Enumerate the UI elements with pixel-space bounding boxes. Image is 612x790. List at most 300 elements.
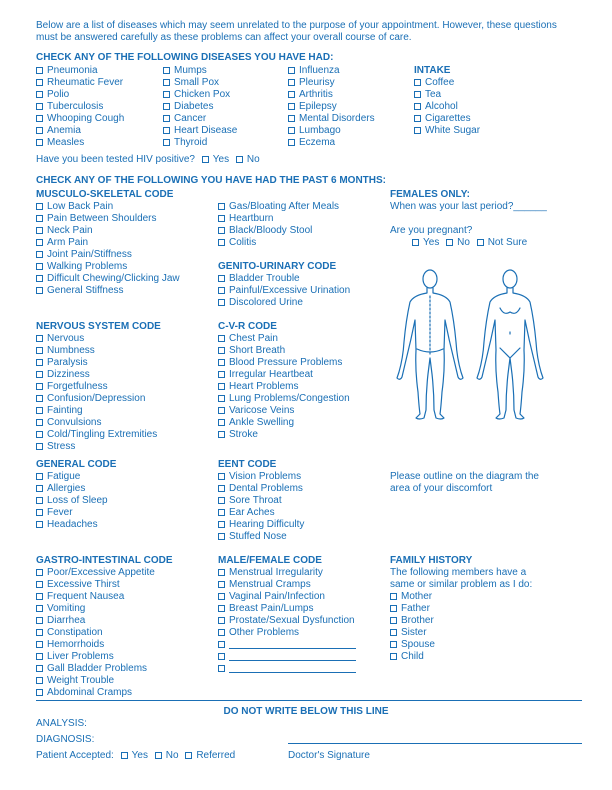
- checkbox[interactable]: [218, 569, 225, 576]
- checkbox-item[interactable]: [36, 249, 180, 261]
- checkbox[interactable]: [218, 395, 225, 402]
- checkbox[interactable]: [414, 115, 421, 122]
- checkbox[interactable]: [36, 275, 43, 282]
- checkbox-item[interactable]: [218, 615, 355, 627]
- genito-list: [218, 273, 350, 309]
- checkbox-item[interactable]: [36, 429, 157, 441]
- checkbox-label: Frequent Nausea: [47, 591, 125, 602]
- hiv-no-label: No: [246, 154, 260, 165]
- checkbox-label: Abdominal Cramps: [47, 687, 133, 698]
- pregnant-options: [408, 237, 527, 249]
- checkbox[interactable]: [36, 485, 43, 492]
- checkbox-label: Vaginal Pain/Infection: [229, 591, 325, 602]
- checkbox[interactable]: [218, 227, 225, 234]
- checkbox[interactable]: [36, 677, 43, 684]
- checkbox[interactable]: [163, 103, 170, 110]
- checkbox[interactable]: [218, 605, 225, 612]
- checkbox-item[interactable]: [36, 285, 180, 297]
- checkbox-label: Irregular Heartbeat: [229, 369, 313, 380]
- checkbox[interactable]: [218, 473, 225, 480]
- past-6-months-heading: CHECK ANY OF THE FOLLOWING YOU HAVE HAD THE PAST 6 MONTHS:: [36, 175, 387, 186]
- intro-paragraph: Below are a list of diseases which may seem unrelated to the purpose of your appointment. However, these questions must be answered carefully as these problems can affect your overall course of care.: [36, 20, 557, 43]
- checkbox[interactable]: [36, 569, 43, 576]
- checkbox-label: Prostate/Sexual Dysfunction: [229, 615, 355, 626]
- checkbox-label: Epilepsy: [299, 101, 337, 112]
- checkbox-label: Dental Problems: [229, 483, 303, 494]
- pregnant-no-checkbox[interactable]: [446, 239, 453, 246]
- accepted-no-label: No: [165, 750, 179, 761]
- checkbox-label: Low Back Pain: [47, 201, 114, 212]
- diagram-instruction: Please outline on the diagram the area of your discomfort: [390, 471, 539, 494]
- other-problem-blank[interactable]: [229, 663, 356, 673]
- checkbox-label: Gall Bladder Problems: [47, 663, 148, 674]
- checkbox-item[interactable]: [218, 273, 350, 285]
- checkbox-item[interactable]: [218, 579, 355, 591]
- accepted-referred-label: Referred: [196, 750, 236, 761]
- checkbox-item[interactable]: [218, 225, 339, 237]
- checkbox-item[interactable]: [218, 297, 350, 309]
- checkbox-label: Cancer: [174, 113, 207, 124]
- hiv-yes-label: Yes: [212, 154, 230, 165]
- checkbox-item[interactable]: [36, 65, 124, 77]
- checkbox[interactable]: [36, 617, 43, 624]
- hiv-question: Have you been tested HIV positive?: [36, 154, 195, 165]
- checkbox[interactable]: [36, 509, 43, 516]
- family-description: The following members have a same or similar problem as I do:: [390, 567, 533, 590]
- checkbox-item[interactable]: [36, 101, 124, 113]
- checkbox-item[interactable]: [218, 603, 355, 615]
- checkbox[interactable]: [36, 347, 43, 354]
- checkbox[interactable]: [288, 115, 295, 122]
- checkbox-label: Sore Throat: [229, 495, 282, 506]
- checkbox-item[interactable]: [36, 89, 124, 101]
- checkbox-label: Menstrual Irregularity: [229, 567, 323, 578]
- checkbox[interactable]: [36, 443, 43, 450]
- checkbox-label: Diarrhea: [47, 615, 86, 626]
- checkbox[interactable]: [218, 533, 225, 540]
- checkbox[interactable]: [36, 521, 43, 528]
- checkbox[interactable]: [218, 275, 225, 282]
- checkbox-label: Pneumonia: [47, 65, 98, 76]
- checkbox-label: General Stiffness: [47, 285, 124, 296]
- checkbox[interactable]: [288, 91, 295, 98]
- accepted-no-checkbox[interactable]: [155, 752, 162, 759]
- checkbox[interactable]: [218, 359, 225, 366]
- checkbox-item[interactable]: [36, 567, 155, 579]
- checkbox[interactable]: [218, 521, 225, 528]
- checkbox-item[interactable]: [36, 663, 155, 675]
- checkbox-item[interactable]: [288, 89, 375, 101]
- checkbox-item[interactable]: [36, 627, 155, 639]
- checkbox-item[interactable]: [218, 483, 304, 495]
- checkbox-item[interactable]: [36, 125, 124, 137]
- checkbox[interactable]: [390, 617, 397, 624]
- checkbox[interactable]: [36, 67, 43, 74]
- checkbox-item[interactable]: [36, 615, 155, 627]
- checkbox[interactable]: [218, 287, 225, 294]
- checkbox-label: Convulsions: [47, 417, 102, 428]
- checkbox-item[interactable]: [288, 65, 375, 77]
- checkbox-item[interactable]: [218, 369, 350, 381]
- checkbox-item[interactable]: [288, 113, 375, 125]
- checkbox-label: Stroke: [229, 429, 258, 440]
- other-problem-checkbox[interactable]: [218, 665, 225, 672]
- checkbox-item[interactable]: [36, 213, 180, 225]
- checkbox[interactable]: [36, 239, 43, 246]
- checkbox[interactable]: [36, 593, 43, 600]
- checkbox-label: Allergies: [47, 483, 86, 494]
- checkbox-item[interactable]: [36, 381, 157, 393]
- checkbox[interactable]: [218, 419, 225, 426]
- checkbox-item[interactable]: [390, 615, 435, 627]
- do-not-write-label: DO NOT WRITE BELOW THIS LINE: [223, 706, 389, 717]
- checkbox-label: Father: [401, 603, 430, 614]
- checkbox[interactable]: [36, 91, 43, 98]
- checkbox-item[interactable]: [390, 651, 435, 663]
- checkbox[interactable]: [36, 335, 43, 342]
- other-problem-blank[interactable]: [229, 639, 356, 649]
- checkbox[interactable]: [36, 359, 43, 366]
- checkbox[interactable]: [36, 407, 43, 414]
- checkbox-item[interactable]: [288, 77, 375, 89]
- eent-title: EENT CODE: [218, 459, 277, 470]
- last-period-question[interactable]: When was your last period?______: [390, 201, 547, 212]
- patient-accepted-label: Patient Accepted:: [36, 750, 114, 761]
- checkbox[interactable]: [163, 79, 170, 86]
- checkbox-label: Other Problems: [229, 627, 300, 638]
- diseases-col-1: [36, 65, 124, 149]
- checkbox-label: Chicken Pox: [174, 89, 231, 100]
- checkbox-item[interactable]: [218, 567, 355, 579]
- checkbox[interactable]: [414, 103, 421, 110]
- checkbox-item[interactable]: [36, 137, 124, 149]
- gastro-title: GASTRO-INTESTINAL CODE: [36, 555, 173, 566]
- checkbox-item[interactable]: [218, 357, 350, 369]
- checkbox[interactable]: [218, 347, 225, 354]
- checkbox[interactable]: [288, 139, 295, 146]
- checkbox-item[interactable]: [36, 225, 180, 237]
- checkbox-item[interactable]: [36, 405, 157, 417]
- checkbox-label: Painful/Excessive Urination: [229, 285, 351, 296]
- checkbox-label: Heartburn: [229, 213, 274, 224]
- checkbox-item[interactable]: [414, 77, 480, 89]
- checkbox[interactable]: [36, 371, 43, 378]
- checkbox-label: Cigarettes: [425, 113, 471, 124]
- checkbox[interactable]: [390, 593, 397, 600]
- checkbox[interactable]: [36, 263, 43, 270]
- checkbox[interactable]: [36, 641, 43, 648]
- checkbox-item[interactable]: [218, 405, 350, 417]
- checkbox[interactable]: [36, 215, 43, 222]
- checkbox-item[interactable]: [390, 591, 435, 603]
- checkbox-item[interactable]: [218, 471, 304, 483]
- checkbox-item[interactable]: [163, 77, 237, 89]
- checkbox-item[interactable]: [218, 213, 339, 225]
- checkbox-label: Excessive Thirst: [47, 579, 120, 590]
- checkbox-item[interactable]: [36, 483, 108, 495]
- checkbox-item[interactable]: [414, 89, 480, 101]
- checkbox[interactable]: [390, 653, 397, 660]
- checkbox-item[interactable]: [36, 201, 180, 213]
- checkbox-item[interactable]: [163, 125, 237, 137]
- checkbox-label: Nervous: [47, 333, 85, 344]
- checkbox-label: Discolored Urine: [229, 297, 303, 308]
- checkbox-item[interactable]: [36, 393, 157, 405]
- checkbox[interactable]: [36, 665, 43, 672]
- checkbox[interactable]: [218, 485, 225, 492]
- checkbox-item[interactable]: [218, 519, 304, 531]
- checkbox[interactable]: [414, 127, 421, 134]
- checkbox-item[interactable]: [36, 591, 155, 603]
- checkbox-item[interactable]: [414, 101, 480, 113]
- checkbox-label: Constipation: [47, 627, 103, 638]
- checkbox-label: Varicose Veins: [229, 405, 295, 416]
- checkbox[interactable]: [36, 227, 43, 234]
- accepted-yes-checkbox[interactable]: [121, 752, 128, 759]
- checkbox-item[interactable]: [414, 113, 480, 125]
- checkbox-label: Brother: [401, 615, 434, 626]
- checkbox-item[interactable]: [36, 261, 180, 273]
- checkbox-label: Heart Problems: [229, 381, 299, 392]
- checkbox[interactable]: [288, 103, 295, 110]
- checkbox[interactable]: [218, 593, 225, 600]
- checkbox-item[interactable]: [390, 603, 435, 615]
- checkbox[interactable]: [36, 395, 43, 402]
- accepted-yes-label: Yes: [131, 750, 148, 761]
- checkbox-label: Menstrual Cramps: [229, 579, 311, 590]
- checkbox-label: Paralysis: [47, 357, 88, 368]
- checkbox-item[interactable]: [163, 65, 237, 77]
- checkbox-label: White Sugar: [425, 125, 481, 136]
- checkbox[interactable]: [288, 67, 295, 74]
- hiv-question-row: [36, 154, 260, 166]
- checkbox[interactable]: [163, 139, 170, 146]
- checkbox-item[interactable]: [36, 273, 180, 285]
- checkbox-label: Forgetfulness: [47, 381, 108, 392]
- checkbox-item[interactable]: [36, 357, 157, 369]
- checkbox[interactable]: [36, 605, 43, 612]
- cvr-list: [218, 333, 350, 441]
- checkbox[interactable]: [218, 371, 225, 378]
- checkbox-label: Eczema: [299, 137, 336, 148]
- checkbox-item[interactable]: [163, 113, 237, 125]
- checkbox[interactable]: [218, 581, 225, 588]
- other-problem-blank[interactable]: [229, 651, 356, 661]
- patient-accepted-row: [36, 750, 235, 762]
- general-list: [36, 471, 108, 531]
- intake-title: INTAKE: [414, 65, 451, 76]
- checkbox-label: Sister: [401, 627, 427, 638]
- checkbox-label: Coffee: [425, 77, 455, 88]
- pregnant-yes-checkbox[interactable]: [412, 239, 419, 246]
- checkbox-label: Gas/Bloating After Meals: [229, 201, 340, 212]
- checkbox-item[interactable]: [218, 345, 350, 357]
- checkbox[interactable]: [218, 629, 225, 636]
- checkbox-item[interactable]: [36, 519, 108, 531]
- checkbox-label: Tuberculosis: [47, 101, 104, 112]
- checkbox[interactable]: [218, 203, 225, 210]
- checkbox-item[interactable]: [390, 639, 435, 651]
- pregnant-question: Are you pregnant?: [390, 225, 473, 236]
- checkbox-item[interactable]: [36, 651, 155, 663]
- checkbox[interactable]: [36, 287, 43, 294]
- checkbox-item[interactable]: [36, 237, 180, 249]
- checkbox[interactable]: [163, 127, 170, 134]
- body-diagram[interactable]: [392, 262, 562, 422]
- checkbox[interactable]: [36, 473, 43, 480]
- checkbox-item[interactable]: [288, 137, 375, 149]
- checkbox[interactable]: [36, 383, 43, 390]
- checkbox-item[interactable]: [218, 381, 350, 393]
- checkbox-item[interactable]: [218, 393, 350, 405]
- checkbox-label: Tea: [425, 89, 442, 100]
- checkbox-label: Ear Aches: [229, 507, 275, 518]
- checkbox-item[interactable]: [36, 507, 108, 519]
- checkbox-item[interactable]: [218, 417, 350, 429]
- nervous-title: NERVOUS SYSTEM CODE: [36, 321, 161, 332]
- checkbox[interactable]: [218, 383, 225, 390]
- checkbox-item[interactable]: [163, 101, 237, 113]
- checkbox-label: Loss of Sleep: [47, 495, 108, 506]
- checkbox-label: Dizziness: [47, 369, 90, 380]
- checkbox-label: Stuffed Nose: [229, 531, 287, 542]
- malefemale-title: MALE/FEMALE CODE: [218, 555, 322, 566]
- checkbox-item[interactable]: [36, 639, 155, 651]
- signature-line[interactable]: [288, 743, 582, 744]
- other-problem-checkbox[interactable]: [218, 641, 225, 648]
- checkbox[interactable]: [218, 617, 225, 624]
- checkbox[interactable]: [36, 251, 43, 258]
- checkbox[interactable]: [36, 689, 43, 696]
- checkbox[interactable]: [288, 79, 295, 86]
- checkbox-item[interactable]: [36, 77, 124, 89]
- checkbox-label: Black/Bloody Stool: [229, 225, 313, 236]
- other-problem-checkbox[interactable]: [218, 653, 225, 660]
- checkbox[interactable]: [36, 497, 43, 504]
- genito-title: GENITO-URINARY CODE: [218, 261, 337, 272]
- checkbox-item[interactable]: [218, 531, 304, 543]
- nervous-list: [36, 333, 157, 453]
- checkbox-item[interactable]: [218, 591, 355, 603]
- checkbox[interactable]: [218, 299, 225, 306]
- checkbox[interactable]: [36, 127, 43, 134]
- checkbox-label: Numbness: [47, 345, 95, 356]
- checkbox-item[interactable]: [36, 113, 124, 125]
- checkbox-item[interactable]: [36, 495, 108, 507]
- checkbox-item[interactable]: [390, 627, 435, 639]
- pregnant-not-sure-checkbox[interactable]: [477, 239, 484, 246]
- checkbox[interactable]: [36, 115, 43, 122]
- checkbox[interactable]: [218, 509, 225, 516]
- checkbox[interactable]: [36, 419, 43, 426]
- checkbox-label: Weight Trouble: [47, 675, 115, 686]
- checkbox-item[interactable]: [36, 579, 155, 591]
- checkbox-label: Breast Pain/Lumps: [229, 603, 314, 614]
- checkbox[interactable]: [218, 335, 225, 342]
- checkbox[interactable]: [414, 79, 421, 86]
- checkbox-label: Mental Disorders: [299, 113, 375, 124]
- checkbox-item[interactable]: [288, 125, 375, 137]
- checkbox[interactable]: [218, 407, 225, 414]
- checkbox-item[interactable]: [36, 687, 155, 699]
- checkbox-item[interactable]: [414, 125, 480, 137]
- checkbox[interactable]: [36, 103, 43, 110]
- checkbox[interactable]: [163, 67, 170, 74]
- checkbox-item[interactable]: [163, 137, 237, 149]
- checkbox[interactable]: [36, 653, 43, 660]
- checkbox[interactable]: [390, 641, 397, 648]
- checkbox-label: Vision Problems: [229, 471, 302, 482]
- checkbox[interactable]: [36, 79, 43, 86]
- checkbox-item[interactable]: [218, 627, 355, 639]
- checkbox-label: Anemia: [47, 125, 81, 136]
- checkbox-item[interactable]: [163, 89, 237, 101]
- checkbox-item[interactable]: [36, 333, 157, 345]
- doctor-signature-label: Doctor's Signature: [288, 750, 370, 761]
- checkbox-item[interactable]: [218, 237, 339, 249]
- checkbox-item[interactable]: [218, 507, 304, 519]
- checkbox-label: Influenza: [299, 65, 340, 76]
- checkbox[interactable]: [163, 115, 170, 122]
- checkbox-label: Mother: [401, 591, 433, 602]
- checkbox[interactable]: [218, 497, 225, 504]
- checkbox-label: Arm Pain: [47, 237, 89, 248]
- checkbox[interactable]: [36, 629, 43, 636]
- checkbox-item[interactable]: [218, 201, 339, 213]
- checkbox-label: Hearing Difficulty: [229, 519, 305, 530]
- checkbox[interactable]: [288, 127, 295, 134]
- checkbox-item[interactable]: [36, 417, 157, 429]
- checkbox[interactable]: [218, 431, 225, 438]
- checkbox[interactable]: [163, 91, 170, 98]
- diseases-col-2: [163, 65, 237, 149]
- checkbox[interactable]: [36, 203, 43, 210]
- accepted-referred-checkbox[interactable]: [185, 752, 192, 759]
- pregnant-yes-label: Yes: [423, 237, 440, 248]
- checkbox[interactable]: [218, 239, 225, 246]
- other-problem-lines: [218, 639, 356, 675]
- checkbox-item[interactable]: [36, 471, 108, 483]
- hiv-yes-checkbox[interactable]: [202, 156, 209, 163]
- checkbox-label: Polio: [47, 89, 70, 100]
- checkbox-label: Rheumatic Fever: [47, 77, 124, 88]
- checkbox-label: Lumbago: [299, 125, 341, 136]
- checkbox[interactable]: [36, 431, 43, 438]
- checkbox-item[interactable]: [218, 429, 350, 441]
- checkbox-item[interactable]: [36, 675, 155, 687]
- checkbox-item[interactable]: [36, 441, 157, 453]
- checkbox[interactable]: [36, 139, 43, 146]
- checkbox-item[interactable]: [36, 369, 157, 381]
- checkbox[interactable]: [414, 91, 421, 98]
- checkbox-item[interactable]: [218, 495, 304, 507]
- checkbox-label: Spouse: [401, 639, 435, 650]
- checkbox-item[interactable]: [288, 101, 375, 113]
- family-title: FAMILY HISTORY: [390, 555, 473, 566]
- checkbox-item[interactable]: [218, 333, 350, 345]
- checkbox-item[interactable]: [36, 345, 157, 357]
- checkbox[interactable]: [218, 215, 225, 222]
- hiv-no-checkbox[interactable]: [236, 156, 243, 163]
- checkbox[interactable]: [390, 605, 397, 612]
- checkbox-item[interactable]: [36, 603, 155, 615]
- checkbox-label: Headaches: [47, 519, 98, 530]
- checkbox[interactable]: [36, 581, 43, 588]
- checkbox-item[interactable]: [218, 285, 350, 297]
- checkbox-label: Measles: [47, 137, 85, 148]
- diseases-col-3: [288, 65, 375, 149]
- checkbox[interactable]: [390, 629, 397, 636]
